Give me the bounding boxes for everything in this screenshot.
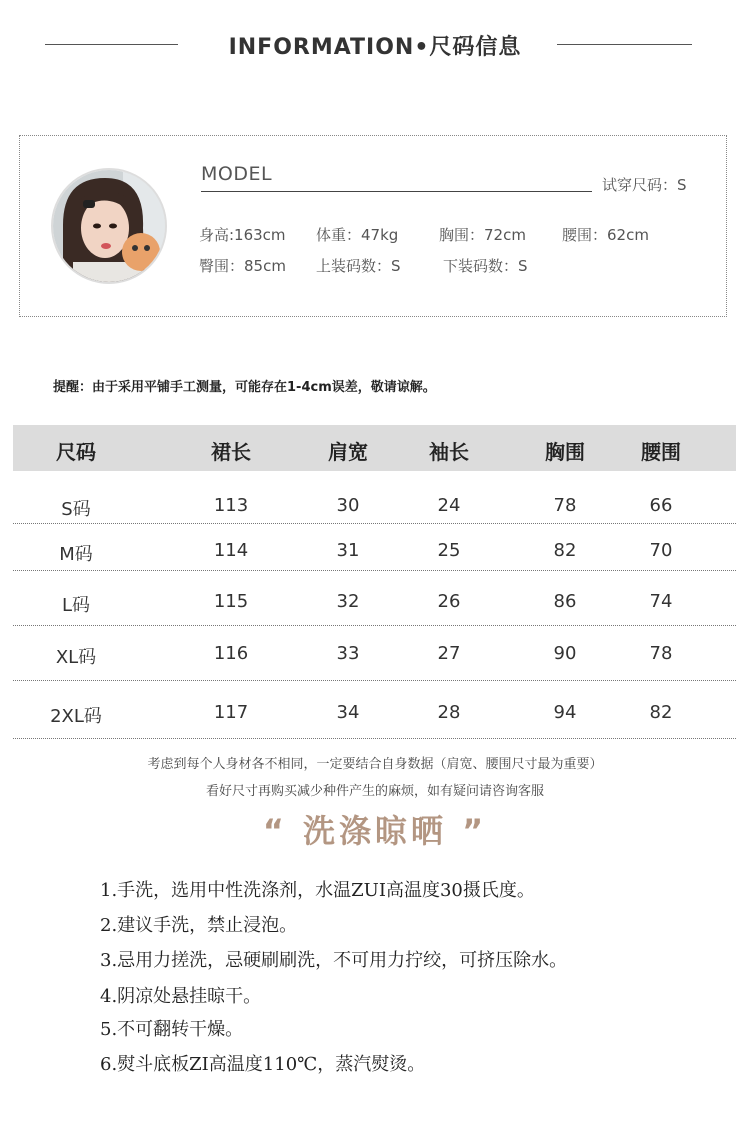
cell-waist: 74 <box>649 591 673 612</box>
cell-bust: 90 <box>553 643 577 664</box>
row-separator <box>13 625 736 626</box>
th-waist: 腰围 <box>641 440 681 464</box>
row-separator <box>13 738 736 739</box>
try-size: 试穿尺码：S <box>602 176 687 194</box>
cell-shoulder: 33 <box>336 643 360 664</box>
header-right-rule <box>557 44 692 45</box>
cell-waist: 66 <box>649 495 673 516</box>
cell-shoulder: 32 <box>336 591 360 612</box>
wash-instruction: 4.阴凉处悬挂晾干。 <box>100 986 262 1007</box>
wash-instruction: 3.忌用力搓洗，忌硬刷刷洗，不可用力拧绞，可挤压除水。 <box>100 950 568 971</box>
th-size: 尺码 <box>56 440 96 464</box>
cell-size: S码 <box>61 499 91 520</box>
model-waist: 腰围：62cm <box>562 226 649 244</box>
cell-sleeve: 28 <box>437 702 461 723</box>
wash-instruction: 6.熨斗底板ZI高温度110℃，蒸汽熨烫。 <box>100 1054 426 1075</box>
measurement-notice: 提醒：由于采用平铺手工测量，可能存在1-4cm误差，敬请谅解。 <box>53 380 436 395</box>
th-shoulder: 肩宽 <box>328 440 368 464</box>
cell-size: 2XL码 <box>50 706 102 727</box>
cell-shoulder: 31 <box>336 540 360 561</box>
cell-sleeve: 27 <box>437 643 461 664</box>
cell-sleeve: 25 <box>437 540 461 561</box>
model-weight: 体重：47kg <box>316 226 399 244</box>
cell-shoulder: 30 <box>336 495 360 516</box>
cell-bust: 78 <box>553 495 577 516</box>
cell-skirt-length: 113 <box>213 495 249 516</box>
model-hip: 臀围：85cm <box>199 257 286 275</box>
wash-section-title: “ 洗涤晾晒 ” <box>262 812 488 850</box>
cell-waist: 82 <box>649 702 673 723</box>
model-label: MODEL <box>201 163 273 185</box>
size-note-1: 考虑到每个人身材各不相同，一定要结合自身数据（肩宽、腰围尺寸最为重要） <box>147 757 603 772</box>
model-underline <box>201 191 592 192</box>
wash-instruction: 5.不可翻转干燥。 <box>100 1019 244 1040</box>
cell-size: XL码 <box>55 647 97 668</box>
wash-instruction: 1.手洗，选用中性洗涤剂，水温ZUI高温度30摄氏度。 <box>100 880 535 901</box>
page-title: INFORMATION•尺码信息 <box>228 35 522 60</box>
model-avatar <box>51 168 167 284</box>
cell-bust: 94 <box>553 702 577 723</box>
cell-skirt-length: 116 <box>213 643 249 664</box>
cell-size: L码 <box>61 595 91 616</box>
row-separator <box>13 680 736 681</box>
th-skirt-length: 裙长 <box>211 440 251 464</box>
cell-waist: 70 <box>649 540 673 561</box>
model-bottom-size: 下装码数：S <box>443 257 528 275</box>
row-separator <box>13 570 736 571</box>
cell-sleeve: 26 <box>437 591 461 612</box>
model-bust: 胸围：72cm <box>439 226 526 244</box>
cell-shoulder: 34 <box>336 702 360 723</box>
model-height: 身高:163cm <box>199 226 286 244</box>
th-bust: 胸围 <box>545 440 585 464</box>
cell-skirt-length: 114 <box>213 540 249 561</box>
cell-sleeve: 24 <box>437 495 461 516</box>
row-separator <box>13 523 736 524</box>
model-top-size: 上装码数：S <box>316 257 401 275</box>
cell-size: M码 <box>59 544 93 565</box>
cell-waist: 78 <box>649 643 673 664</box>
cell-bust: 82 <box>553 540 577 561</box>
th-sleeve: 袖长 <box>429 440 469 464</box>
cell-skirt-length: 117 <box>213 702 249 723</box>
cell-bust: 86 <box>553 591 577 612</box>
size-note-2: 看好尺寸再购买减少种件产生的麻烦，如有疑问请咨询客服 <box>205 784 544 799</box>
wash-instruction: 2.建议手洗，禁止浸泡。 <box>100 915 298 936</box>
cell-skirt-length: 115 <box>213 591 249 612</box>
